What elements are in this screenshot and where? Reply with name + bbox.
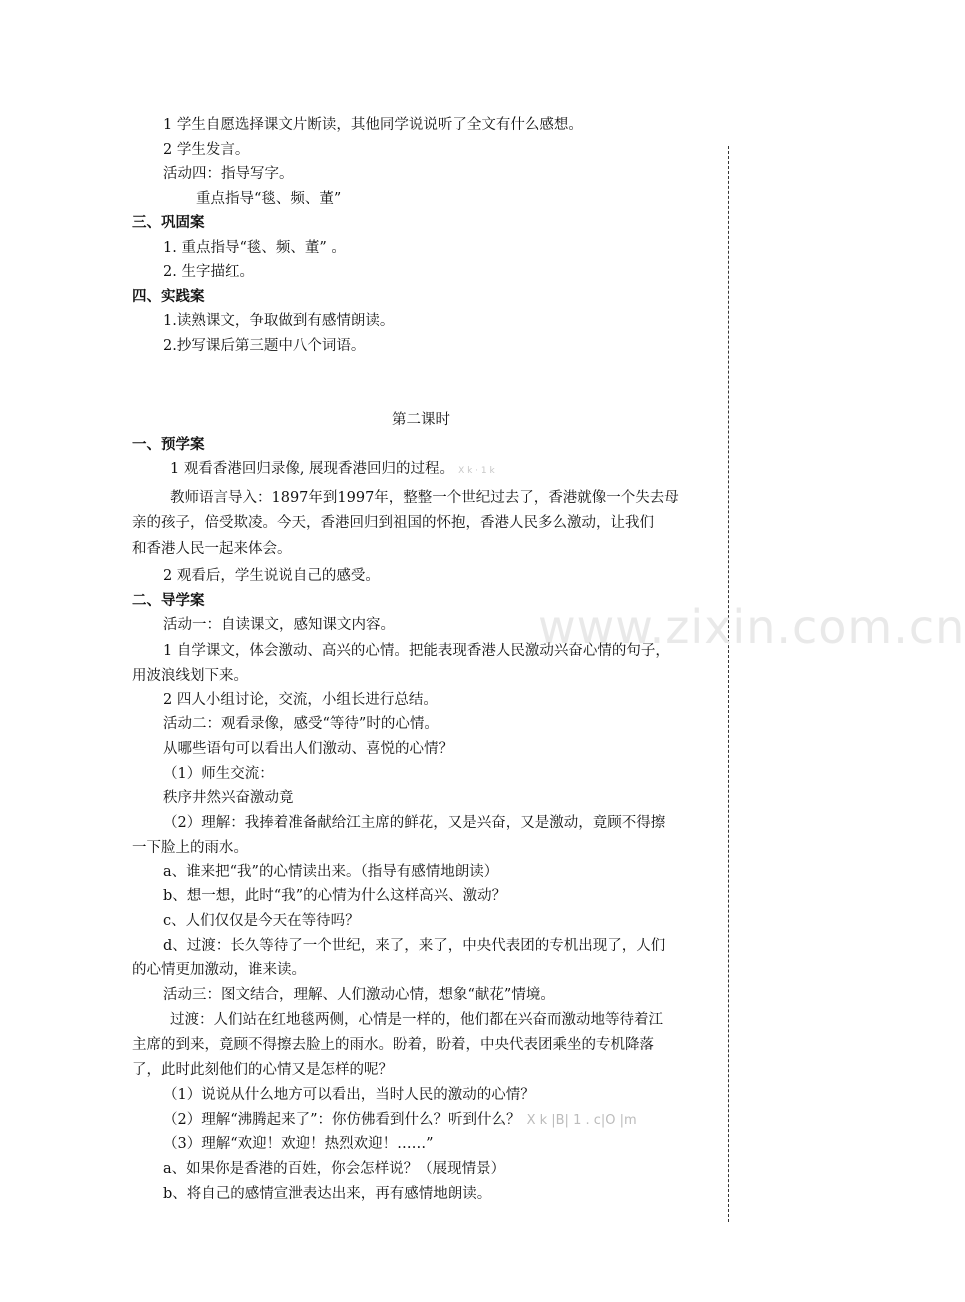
text-line: c、人们仅仅是今天在等待吗？ [163, 913, 360, 929]
text-line: 1 学生自愿选择课文片断读，其他同学说说听了全文有什么感想。 [163, 117, 583, 133]
text-line: 秩序井然兴奋激动竟 [163, 790, 294, 806]
text-line: 活动四：指导写字。 [163, 166, 294, 182]
text-line: a、如果你是香港的百姓，你会怎样说？（展现情景） [163, 1161, 506, 1177]
text-line: （3）理解“欢迎！欢迎！热烈欢迎！……” [163, 1136, 434, 1152]
watermark-tiny: X k · 1 k [458, 466, 495, 476]
text-line: 2 观看后，学生说说自己的感受。 [163, 568, 380, 584]
watermark-small: X k |B| 1 . c|O |m [526, 1113, 637, 1128]
text-line: （1）说说从什么地方可以看出，当时人民的激动的心情？ [163, 1087, 535, 1103]
text-line: d、过渡：长久等待了一个世纪，来了，来了，中央代表团的专机出现了，人们 [163, 938, 666, 954]
text-line: 了，此时此刻他们的心情又是怎样的呢？ [132, 1062, 393, 1078]
text-line: 的心情更加激动，谁来读。 [132, 962, 306, 978]
text-line: 活动一：自读课文，感知课文内容。 [163, 617, 395, 633]
text-line: （2）理解“沸腾起来了”：你仿佛看到什么？听到什么？ X k |B| 1 . c|O |m [163, 1112, 637, 1128]
text-line: 1 自学课文，体会激动、高兴的心情。把能表现香港人民激动兴奋心情的句子， [163, 643, 670, 659]
section-heading: 一、预学案 [132, 437, 205, 453]
text-line: 2. 生字描红。 [163, 264, 254, 280]
section-heading: 二、导学案 [132, 593, 205, 609]
text-line: 亲的孩子，倍受欺凌。今天，香港回归到祖国的怀抱，香港人民多么激动，让我们 [132, 515, 654, 531]
text-line: 主席的到来，竟顾不得擦去脸上的雨水。盼着，盼着，中央代表团乘坐的专机降落 [132, 1037, 654, 1053]
text-line: （2）理解：我捧着准备献给江主席的鲜花，又是兴奋，又是激动，竟顾不得擦 [163, 815, 666, 831]
text-line: 活动二：观看录像，感受“等待”时的心情。 [163, 716, 439, 732]
text-line: b、想一想，此时“我”的心情为什么这样高兴、激动？ [163, 888, 507, 904]
text-line: （1）师生交流： [163, 766, 274, 782]
text-line: b、将自己的感情宣泄表达出来，再有感情地朗读。 [163, 1186, 492, 1202]
text-line: 用波浪线划下来。 [132, 668, 248, 684]
text-line: 1.读熟课文，争取做到有感情朗读。 [163, 313, 395, 329]
section-heading: 三、巩固案 [132, 215, 205, 231]
text-line: 2 学生发言。 [163, 142, 250, 158]
text-line: 一下脸上的雨水。 [132, 840, 248, 856]
watermark: www.zixin.com.cn [538, 600, 965, 654]
section-heading: 四、实践案 [132, 289, 205, 305]
margin-cut-line [728, 146, 729, 1222]
text-line: 重点指导“毯、频、董” [196, 191, 342, 207]
text-line: 1. 重点指导“毯、频、董” 。 [163, 240, 346, 256]
text-line: 1 观看香港回归录像, 展现香港回归的过程。 X k · 1 k [170, 461, 495, 477]
lesson-title: 第二课时 [392, 412, 450, 428]
text-line: 和香港人民一起来体会。 [132, 541, 292, 557]
text-line: 从哪些语句可以看出人们激动、喜悦的心情？ [163, 741, 453, 757]
text-line: a、谁来把“我”的心情读出来。（指导有感情地朗读） [163, 864, 499, 880]
text-line: 2.抄写课后第三题中八个词语。 [163, 338, 366, 354]
text-line: 教师语言导入：1897年到1997年，整整一个世纪过去了，香港就像一个失去母 [170, 490, 679, 506]
text-line: 2 四人小组讨论，交流，小组长进行总结。 [163, 692, 438, 708]
text-line: 活动三：图文结合，理解、人们激动心情，想象“献花”情境。 [163, 987, 555, 1003]
text-line: 过渡：人们站在红地毯两侧，心情是一样的，他们都在兴奋而激动地等待着江 [170, 1012, 663, 1028]
